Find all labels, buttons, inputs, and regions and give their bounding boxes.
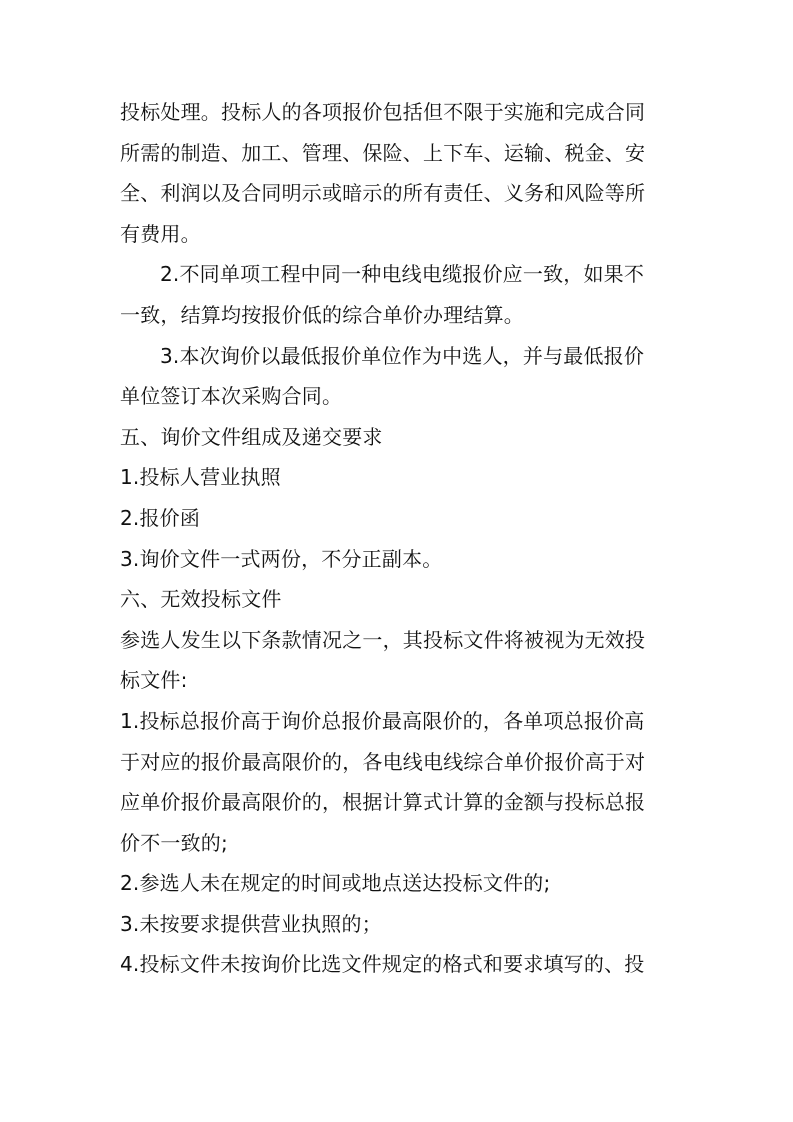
text-line: 1.投标人营业执照 — [120, 465, 281, 490]
text-line: 全、利润以及合同明示或暗示的所有责任、义务和风险等所 — [120, 181, 646, 206]
text-line: 标文件: — [120, 668, 188, 693]
text-line: 价不一致的; — [120, 830, 228, 855]
text-line: 有费用。 — [120, 221, 201, 246]
text-line: 1.投标总报价高于询价总报价最高限价的，各单项总报价高 — [120, 708, 645, 733]
text-line: 应单价报价最高限价的，根据计算式计算的金额与投标总报 — [120, 790, 646, 815]
text-line: 3.本次询价以最低报价单位作为中选人，并与最低报价 — [160, 343, 645, 368]
text-line: 所需的制造、加工、管理、保险、上下车、运输、税金、安 — [120, 140, 646, 165]
text-line: 2.不同单项工程中同一种电线电缆报价应一致，如果不 — [160, 262, 645, 287]
text-line: 2.参选人未在规定的时间或地点送达投标文件的; — [120, 871, 551, 896]
text-line: 参选人发生以下条款情况之一，其投标文件将被视为无效投 — [120, 627, 646, 652]
text-line: 一致，结算均按报价低的综合单价办理结算。 — [120, 302, 524, 327]
text-line: 于对应的报价最高限价的，各电线电线综合单价报价高于对 — [120, 749, 646, 774]
text-line: 六、无效投标文件 — [120, 587, 282, 612]
text-line: 3.未按要求提供营业执照的； — [120, 911, 382, 936]
document-body — [120, 92, 680, 985]
text-line: 单位签订本次采购合同。 — [120, 384, 343, 409]
text-line: 五、询价文件组成及递交要求 — [120, 424, 383, 449]
text-line: 2.报价函 — [120, 505, 201, 530]
text-line: 4.投标文件未按询价比选文件规定的格式和要求填写的、投 — [120, 952, 645, 977]
text-line: 3.询价文件一式两份，不分正副本。 — [120, 546, 443, 571]
text-line: 投标处理。投标人的各项报价包括但不限于实施和完成合同 — [120, 100, 646, 124]
